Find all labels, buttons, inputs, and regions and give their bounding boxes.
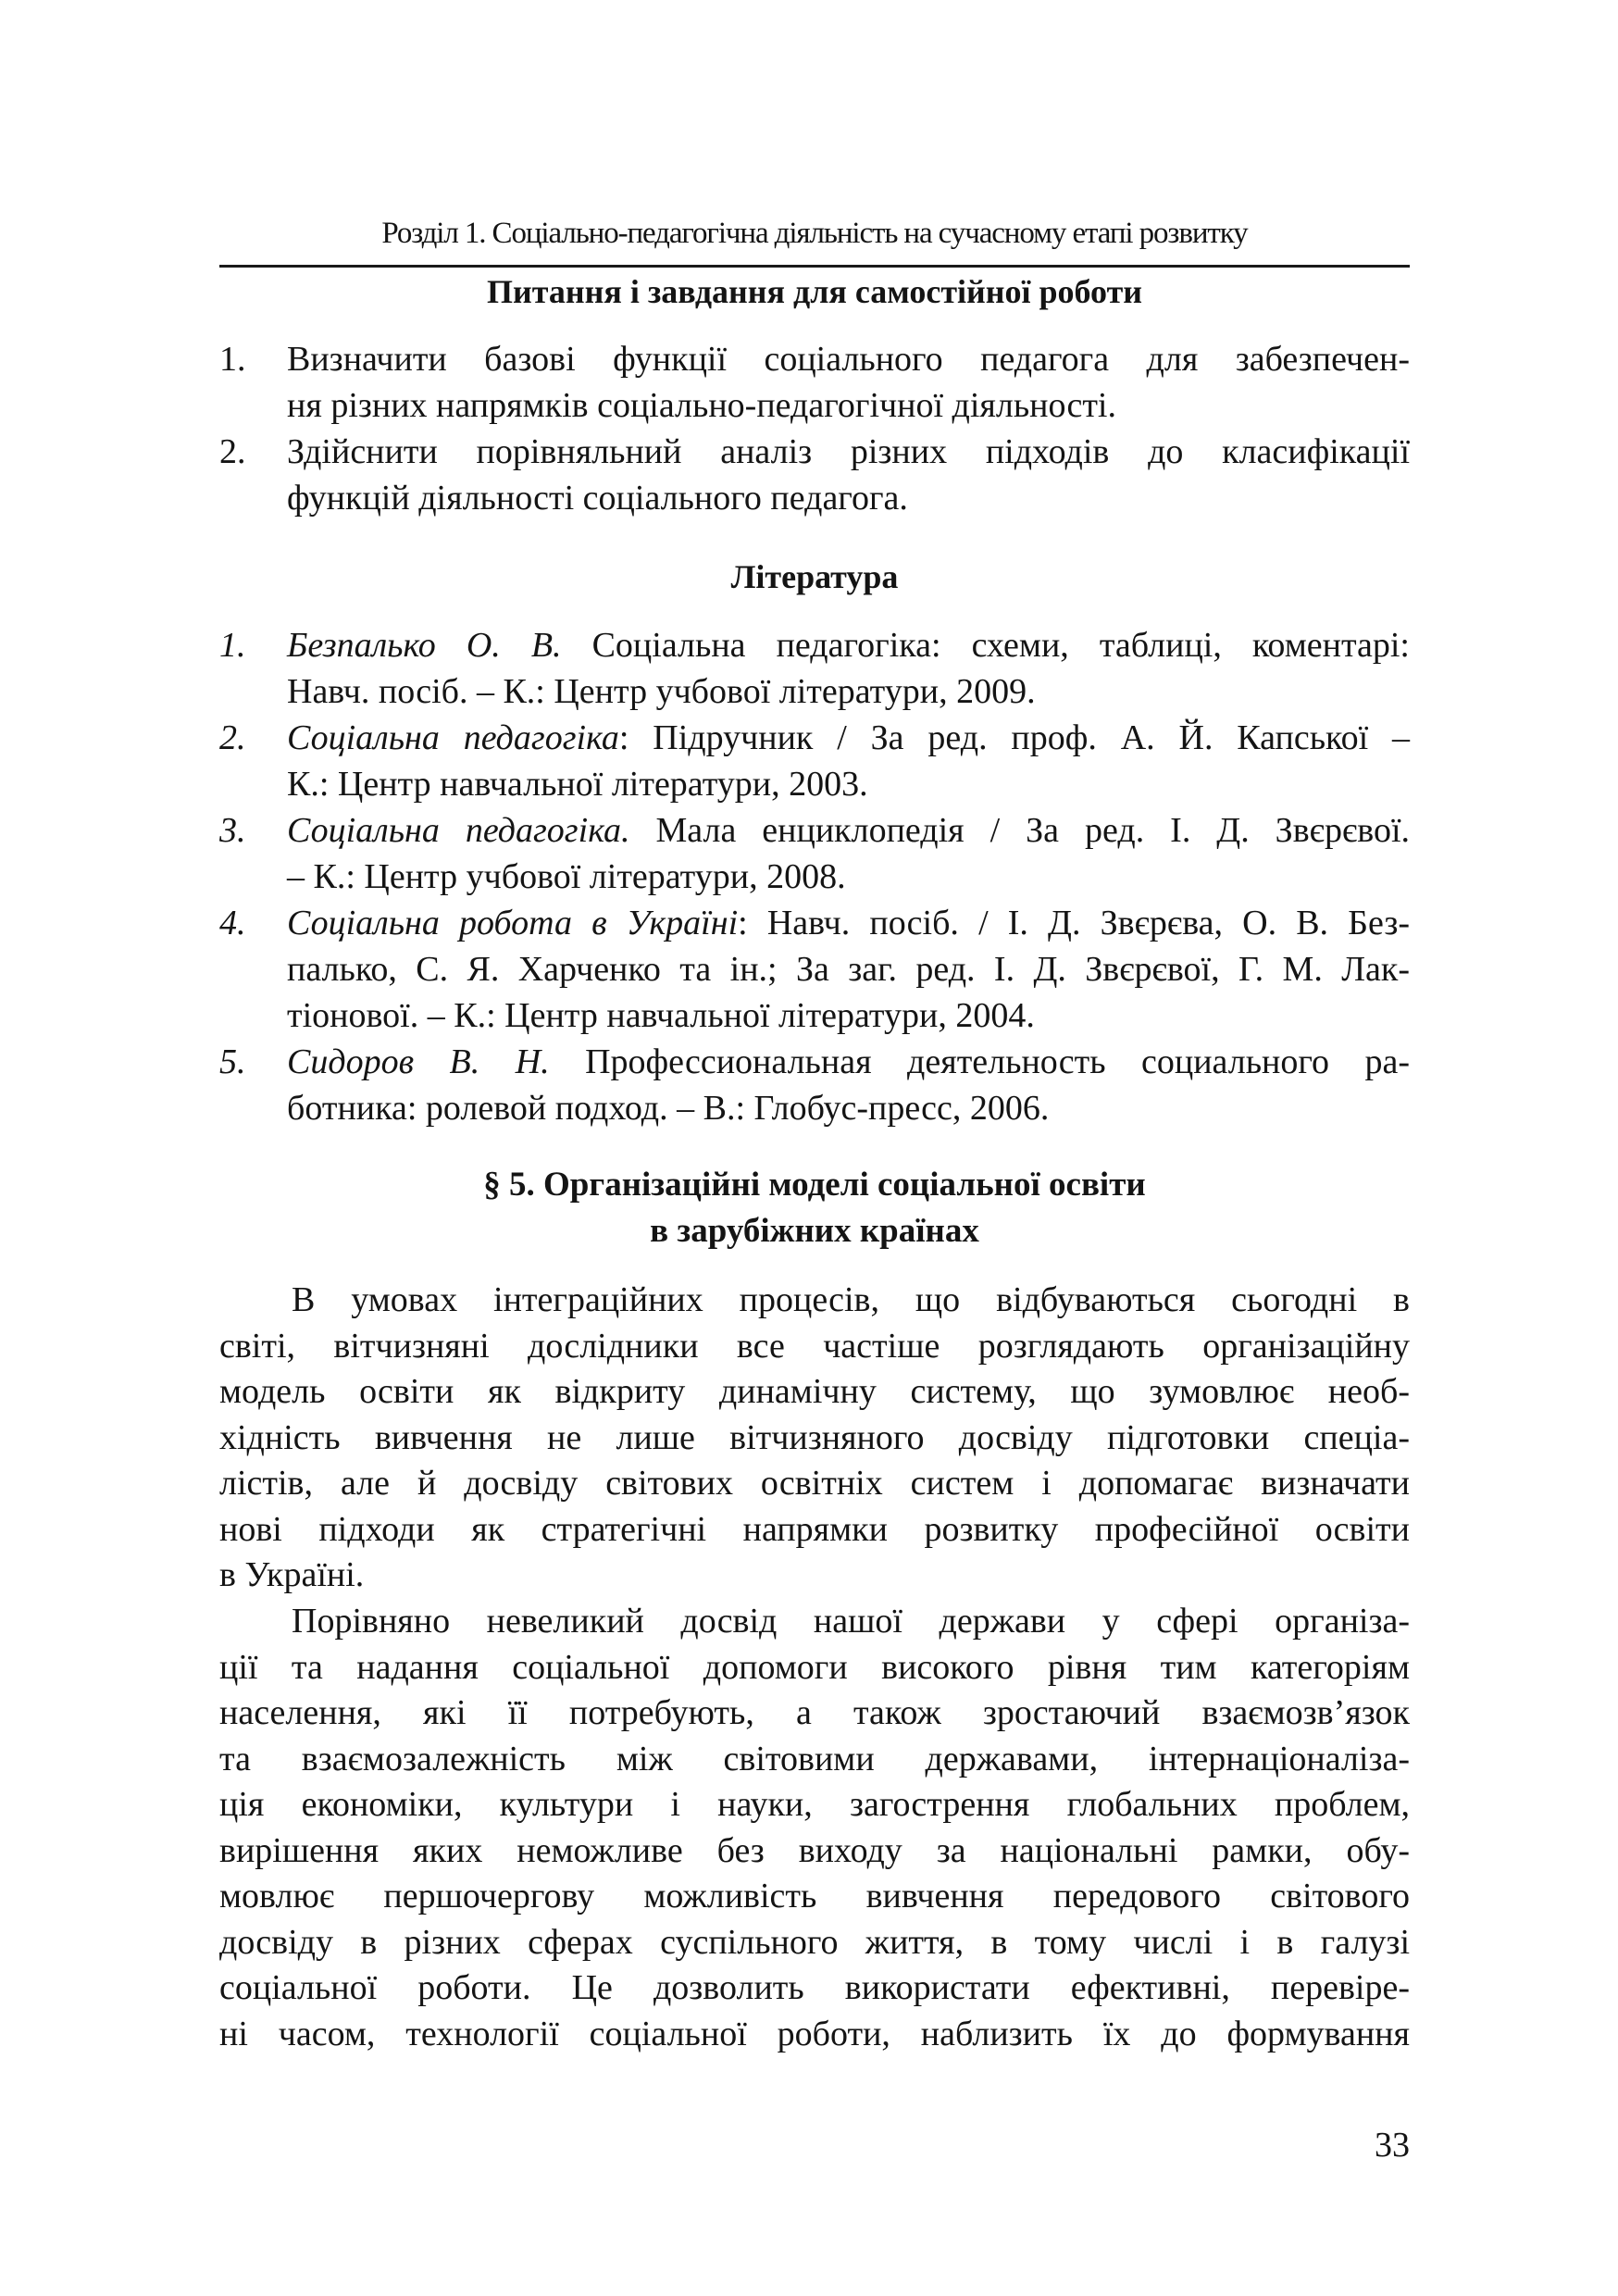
paragraph-line: та взаємозалежність між світовими державами, інтернаціоналіза- (219, 1739, 1410, 1778)
paragraph-line: ція економіки, культури і науки, загострення глобальних проблем, (219, 1785, 1410, 1824)
item-text-line: функцій діяльності соціального педагога. (287, 479, 908, 518)
paragraph-line: нові підходи як стратегічні напрямки розвитку професійної освіти (219, 1509, 1410, 1549)
item-number: 1. (219, 626, 246, 665)
page-number: 33 (1375, 2126, 1410, 2165)
reference-item (219, 622, 1410, 715)
reference-text: палько, С. Я. Харченко та ін.; За заг. ред. І. Д. Звєрєвої, Г. М. Лак- (287, 950, 1410, 989)
section-title-line: в зарубіжних країнах (650, 1212, 979, 1250)
paragraph-line: в Україні. (219, 1555, 365, 1594)
paragraph-line: вирішення яких неможливе без виходу за національні рамки, обу- (219, 1830, 1410, 1870)
reference-text: – К.: Центр учбової літератури, 2008. (287, 857, 846, 896)
reference-text: К.: Центр навчальної літератури, 2003. (287, 765, 868, 804)
reference-text: ботника: ролевой подход. – В.: Глобус-пресс, 2006. (287, 1089, 1050, 1128)
item-number: 2. (219, 718, 246, 757)
reference-text: Соціальна педагогіка: схеми, таблиці, коментарі: (561, 626, 1410, 665)
item-text-line: Визначити базові функції соціального педагога для забезпечен- (287, 340, 1410, 379)
paragraph-line: світі, вітчизняні дослідники все частіше розглядають організаційну (219, 1326, 1410, 1366)
paragraph-line: ції та надання соціальної допомоги високого рівня тим категоріям (219, 1647, 1410, 1687)
running-header-text: Розділ 1. Соціально-педагогічна діяльність на сучасному етапі розвитку (381, 217, 1248, 250)
reference-title: Соціальна педагогіка. (287, 811, 630, 850)
list-item (219, 429, 1410, 521)
reference-text: Навч. посіб. – К.: Центр учбової літератури, 2009. (287, 672, 1036, 711)
literature-list (219, 622, 1410, 1131)
reference-item (219, 1039, 1410, 1131)
paragraph-line: населення, які її потребують, а також зростаючий взаємозв’язок (219, 1693, 1410, 1732)
questions-list (219, 336, 1410, 521)
reference-text: Профессиональная деятельность социального ра- (549, 1042, 1410, 1081)
list-item (219, 336, 1410, 429)
item-number: 5. (219, 1042, 246, 1081)
section-title (219, 1162, 1410, 1254)
reference-item (219, 900, 1410, 1039)
paragraph-1 (219, 1278, 1410, 1599)
item-number: 3. (219, 811, 246, 850)
reference-item (219, 715, 1410, 807)
reference-text: : Підручник / За ред. проф. А. Й. Капської – (618, 718, 1410, 757)
section-title-line: § 5. Організаційні моделі соціальної освіти (483, 1166, 1146, 1204)
reference-title: Соціальна педагогіка (287, 718, 619, 757)
paragraph-line: модель освіти як відкриту динамічну систему, що зумовлює необ- (219, 1372, 1410, 1411)
literature-heading: Література (730, 558, 899, 595)
paragraph-line: хідність вивчення не лише вітчизняного досвіду підготовки спеціа- (219, 1417, 1410, 1457)
reference-text: тіонової. – К.: Центр навчальної літератури, 2004. (287, 996, 1035, 1035)
questions-heading: Питання і завдання для самостійної роботи (486, 273, 1142, 310)
item-number: 1. (219, 340, 246, 379)
item-number: 4. (219, 904, 246, 942)
paragraph-line: досвіду в різних сферах суспільного життя, в тому числі і в галузі (219, 1922, 1410, 1962)
item-number: 2. (219, 432, 246, 471)
paragraph-line: соціальної роботи. Це дозволить використати ефективні, перевіре- (219, 1968, 1410, 2007)
paragraph-line: Порівняно невеликий досвід нашої держави у сфері організа- (292, 1602, 1410, 1641)
paragraph-line: лістів, але й досвіду світових освітніх систем і допомагає визначати (219, 1464, 1410, 1503)
reference-author: Безпалько О. В. (287, 626, 562, 665)
paragraph-line: ні часом, технології соціальної роботи, наблизить їх до формування (219, 2014, 1410, 2053)
reference-title: Соціальна робота в Україні (287, 904, 739, 942)
paragraph-line: В умовах інтеграційних процесів, що відбуваються сьогодні в (292, 1280, 1410, 1319)
reference-author: Сидоров В. Н. (287, 1042, 550, 1081)
paragraph-line: мовлює першочергову можливість вивчення передового світового (219, 1877, 1410, 1915)
reference-item (219, 807, 1410, 900)
item-text-line: Здійснити порівняльний аналіз різних підходів до класифікації (287, 432, 1410, 471)
paragraph-2 (219, 1599, 1410, 2057)
reference-text: : Навч. посіб. / І. Д. Звєрєва, О. В. Без- (738, 904, 1410, 942)
item-text-line: ня різних напрямків соціально-педагогічної діяльності. (287, 386, 1116, 425)
running-header (219, 211, 1410, 268)
reference-text: Мала енциклопедія / За ред. І. Д. Звєрєвої. (629, 811, 1411, 850)
